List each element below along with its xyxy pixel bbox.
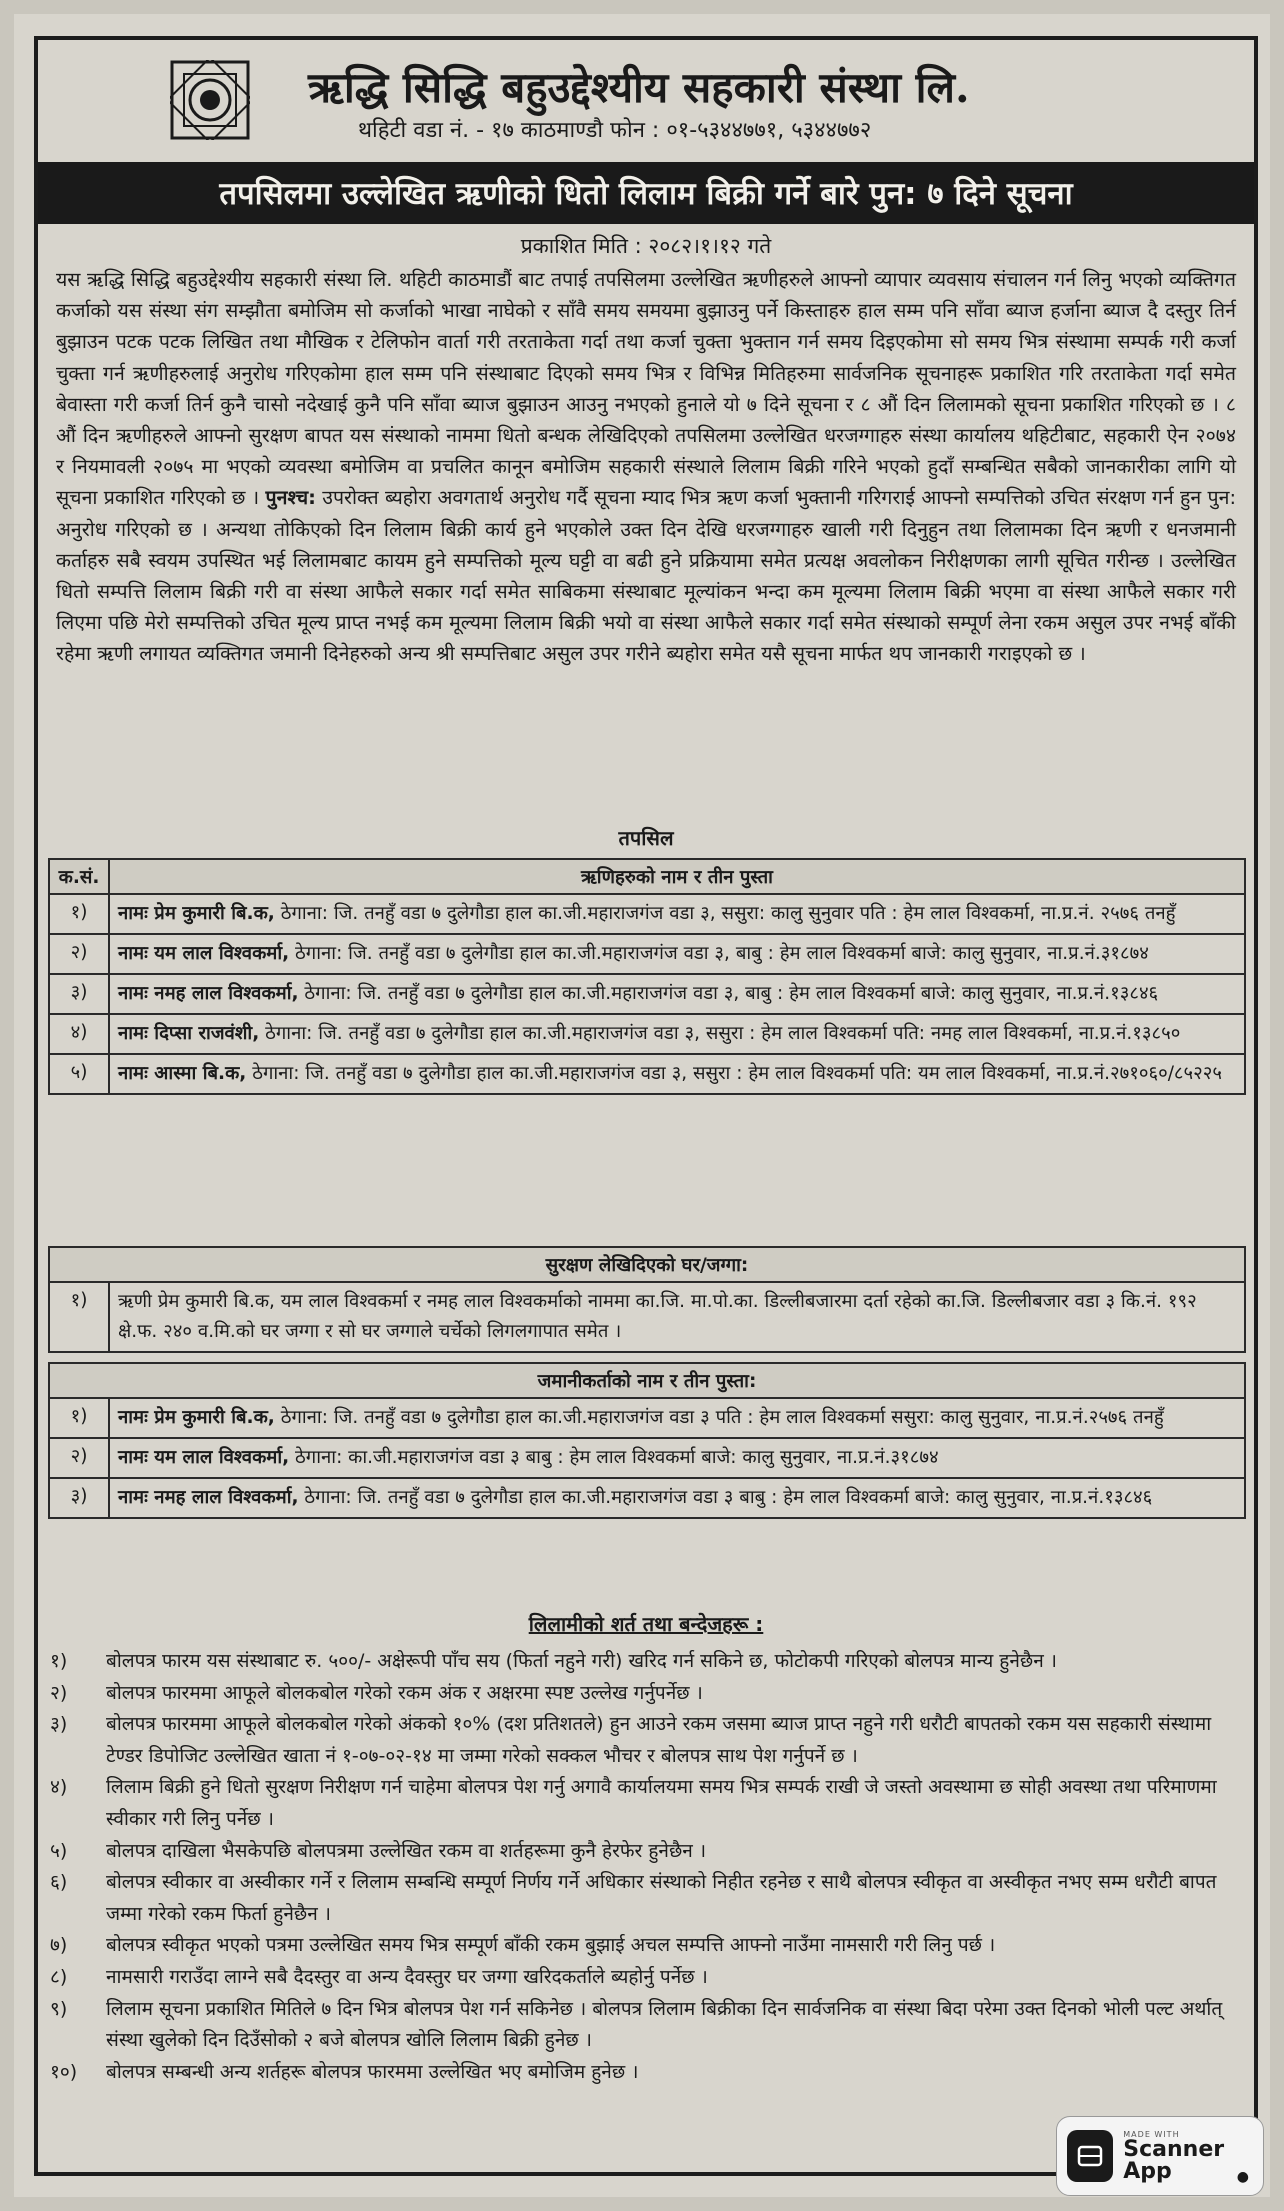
term-number: १) [50,1650,68,1672]
list-item [44,2057,1254,2089]
intro-text: यस ऋद्धि सिद्धि बहुउद्देश्यीय सहकारी संस्था लि. थहिटी काठमाडौं बाट तपाई तपसिलमा उल्लेखित ऋणीहरुले आफ्नो व्यापार व्यवसाय संचालन गर्न लिनु भएको व्यक्तिगत कर्जाको यस संस्था संग सम्झौता बमोजिम सो कर्जाको भाखा नाघेको र साँवै समय समयमा बुझाउनु पर्ने किस्ताहरु हाल सम्म पनि साँवा ब्याज हर्जाना ब्याज दै दस्तुर तिर्न बुझाउन पटक पटक लिखित तथा मौखिक र टेलिफोन वार्ता गरी तरताकेता गर्दा तथा कर्जा चुक्ता भुक्तान गर्न समय दिइएकोमा सो समय भित्र संस्थामा सम्पर्क गरी कर्जा चुक्ता गर्न ऋणीहरुलाई अनुरोध गरिएकोमा हाल सम्म पनि संस्थाबाट दिएको समय भित्र र विभिन्न मितिहरुमा सार्वजनिक सूचनाहरू प्रकाशित गरि तरताकेता गर्दा समेत बेवास्ता गरी कर्जा तिर्न कुनै चासो नदेखाई कुनै पनि साँवा ब्याज बुझाउन आउनु नभएको हुनाले यो ७ दिने सूचना र ८ औं दिन लिलामको सूचना प्रकाशित गरिएको छ । ८ औं दिन ऋणीहरुले आफ्नो सुरक्षण बापत यस संस्थाको नाममा धितो बन्धक लेखिदिएको तपसिलमा उल्लेखित धरजग्गाहरु संस्था कार्यालय थहिटीबाट, सहकारी ऐन २०७४ र नियमावली २०७५ मा भएको व्यवस्था बमोजिम वा प्रचलित कानून बमोजिम सहकारी संस्थाले लिलाम बिक्री गरिने भएको हुदाँ सम्बन्धित सबैको जानकारीका लागि यो सूचना प्रकाशित गरिएको छ । [56,268,1236,510]
row-number: १) [49,1398,109,1438]
list-item [44,1836,1254,1868]
borrower-name: नामः दिप्सा राजवंशी, [118,1023,260,1044]
list-item [44,1709,1254,1772]
list-item [44,1994,1254,2057]
borrower-details: ठेगाना: जि. तनहुँ वडा ७ दुलेगौडा हाल का.जी.महाराजगंज वडा ३, ससुरा: कालु सुनुवार पति : हेम लाल विश्वकर्मा, ना.प्र.नं. २५७६ तनहुँ [274,903,1176,924]
list-item [44,1646,1254,1678]
row-number: ३) [49,974,109,1014]
postscript-label: पुनश्च: [265,486,316,510]
table-row [49,1438,1245,1478]
borrower-details: ठेगाना: जि. तनहुँ वडा ७ दुलेगौडा हाल का.जी.महाराजगंज वडा ३, बाबु : हेम लाल विश्वकर्मा बाजे: कालु सुनुवार, ना.प्र.नं.३१८७४ [289,943,1149,964]
serial-number-header: क.सं. [49,859,109,894]
row-number: १) [49,1282,109,1352]
notice-frame [34,36,1258,2176]
term-text: बोलपत्र स्वीकृत भएको पत्रमा उल्लेखित समय भित्र सम्पूर्ण बाँकी रकम बुझाई अचल सम्पत्ति आफ्नो नाउँमा नामसारी गरी लिनु पर्छ । [106,1934,996,1957]
row-number: २) [49,934,109,974]
term-number: ४) [50,1776,68,1799]
term-number: ६) [50,1871,68,1894]
list-item [44,1962,1254,1994]
table-row [49,1398,1245,1438]
intro-paragraph [56,264,1236,670]
terms-heading: लिलामीको शर्त तथा बन्देजहरू : [528,1612,764,1636]
borrower-entry [109,934,1245,974]
borrower-entry [109,1054,1245,1094]
terms-list [44,1646,1254,2088]
table-row [49,1282,1245,1352]
guarantors-table [48,1362,1246,1519]
list-item [44,1772,1254,1835]
term-text: बोलपत्र दाखिला भैसकेपछि बोलपत्रमा उल्लेखित रकम वा शर्तहरूमा कुनै हेरफेर हुनेछैन । [106,1839,707,1862]
term-text: बोलपत्र फारममा आफूले बोलकबोल गरेको अंकको १०% (दश प्रतिशतले) हुन आउने रकम जसमा ब्याज प्राप्त नहुने गरी धरौटी बापतको रकम यस सहकारी संस्थामा टेण्डर डिपोजिट उल्लेखित खाता नं १-०७-०२-१४ मा जम्मा गरेको सक्कल भौचर र बोलपत्र साथ पेश गर्नुपर्ने छ । [106,1713,1212,1767]
watermark-caption: MADE WITH [1123,2129,1180,2139]
row-number: २) [49,1438,109,1478]
term-number: ९) [50,1997,68,2020]
borrower-name: नामः यम लाल विश्वकर्मा, [118,943,290,964]
guarantor-details: ठेगाना: का.जी.महाराजगंज वडा ३ बाबु : हेम लाल विश्वकर्मा बाजे: कालु सुनुवार, ना.प्र.नं.३१८७४ [289,1447,939,1468]
mandala-logo-icon [170,60,250,140]
watermark-title: Scanner App [1123,2136,1225,2184]
borrower-entry [109,1014,1245,1054]
row-number: ५) [49,1054,109,1094]
table-row [49,894,1245,934]
guarantor-name: नामः नमह लाल विश्वकर्मा, [118,1487,299,1508]
term-text: लिलाम सूचना प्रकाशित मितिले ७ दिन भित्र बोलपत्र पेश गर्न सकिनेछ । बोलपत्र लिलाम बिक्रीका दिन सार्वजनिक वा संस्था बिदा परेमा उक्त दिनको भोली पल्ट अर्थात् संस्था खुलेको दिन दिउँसोको २ बजे बोलपत्र खोलि लिलाम बिक्री हुनेछ । [106,1997,1223,2052]
organization-name: ऋद्धि सिद्धि बहुउद्देश्यीय सहकारी संस्था लि. [308,63,970,112]
row-number: ३) [49,1478,109,1518]
notice-header [38,40,1254,165]
term-number: ३) [50,1713,68,1736]
term-text: बोलपत्र फारम यस संस्थाबाट रु. ५००/- अक्षेरूपी पाँच सय (फिर्ता नहुने गरी) खरिद गर्न सकिने छ, फोटोकपी गरिएको बोलपत्र मान्य हुनेछैन । [106,1650,1058,1672]
guarantor-name: नामः प्रेम कुमारी बि.क, [118,1407,275,1428]
borrower-name: नामः प्रेम कुमारी बि.क, [118,903,275,924]
scanner-app-icon [1067,2130,1113,2182]
newspaper-clipping [14,14,1270,2197]
collateral-header: सुरक्षण लेखिदिएको घर/जग्गा: [49,1247,1245,1282]
term-number: ५) [50,1839,68,1862]
borrowers-table [48,858,1246,1095]
list-item [44,1867,1254,1930]
guarantor-details: ठेगाना: जि. तनहुँ वडा ७ दुलेगौडा हाल का.जी.महाराजगंज वडा ३ बाबु : हेम लाल विश्वकर्मा बाजे: कालु सुनुवार, ना.प्र.नं.१३८४६ [298,1487,1153,1508]
list-item [44,1678,1254,1710]
guarantor-entry [109,1398,1245,1438]
intro-text-continued: उपरोक्त ब्यहोरा अवगतार्थ अनुरोध गर्दै सूचना म्याद भित्र ऋण कर्जा भुक्तानी गरिगराई आफ्नो सम्पत्तिको उचित संरक्षण गर्न हुन पुन: अनुरोध गरिएको छ । अन्यथा तोकिएको दिन लिलाम बिक्री कार्य हुने भएकोले उक्त दिन देखि धरजग्गाहरु खाली गरी दिनुहुन तथा लिलामका दिन ऋणी र धनजमानी कर्ताहरु सबै स्वयम उपस्थित भई लिलामबाट कायम हुने सम्पत्तिको मूल्य घट्टी वा बढी हुने प्रक्रियामा समेत प्रत्यक्ष अवलोकन निरीक्षणका लागी सूचित गरीन्छ । उल्लेखित धितो सम्पत्ति लिलाम बिक्री गरी वा संस्था आफैले सकार गर्दा समेत साबिकमा संस्थाबाट मूल्यांकन भन्दा कम मूल्यमा लिलाम बिक्री भएमा वा संस्था आफैले सकार गरी लिएमा पछि मेरो सम्पत्तिको उचित मूल्य प्राप्त नभई कम मूल्यमा लिलाम बिक्री भयो वा संस्था आफैले सकार गर्दा समेत संस्थाको सम्पूर्ण लेना रकम असुल उपर नभई बाँकी रहेमा ऋणी लगायत व्यक्तिगत जमानी दिनेहरुको अन्य श्री सम्पत्तिबाट असुल उपर गरीने ब्यहोरा समेत यसै सूचना मार्फत थप जानकारी गराइएको छ । [56,486,1237,666]
term-number: १०) [50,2060,78,2083]
tapsil-heading: तपसिल [618,826,674,850]
term-text: बोलपत्र स्वीकार वा अस्वीकार गर्ने र लिलाम सम्बन्धि सम्पूर्ण निर्णय गर्ने अधिकार संस्थाको निहीत रहनेछ र साथै बोलपत्र स्वीकृत वा अस्वीकृत नभए सम्म धरौटी बापत जम्मा गरेको रकम फिर्ता हुनेछैन । [106,1871,1217,1925]
apple-logo-icon: ● [1236,2169,1249,2185]
collateral-details: ऋणी प्रेम कुमारी बि.क, यम लाल विश्वकर्मा र नमह लाल विश्वकर्माको नाममा का.जि. मा.पो.का. डिल्लीबजारमा दर्ता रहेको का.जि. डिल्लीबजार वडा ३ कि.नं. १९२ क्षे.फ. २४० व.मि.को घर जग्गा र सो घर जग्गाले चर्चेको लिगलगापात समेत । [109,1282,1245,1352]
borrower-details: ठेगाना: जि. तनहुँ वडा ७ दुलेगौडा हाल का.जी.महाराजगंज वडा ३, ससुरा : हेम लाल विश्वकर्मा पति: नमह लाल विश्वकर्मा, ना.प्र.नं.१३८५० [259,1023,1181,1044]
guarantor-entry [109,1438,1245,1478]
table-row [49,1054,1245,1094]
published-date: प्रकाशित मिति : २०८२।१।१२ गते [520,234,772,258]
list-item [44,1930,1254,1962]
collateral-table [48,1246,1246,1353]
term-number: ८) [50,1965,68,1988]
table-row [49,934,1245,974]
term-text: बोलपत्र सम्बन्धी अन्य शर्तहरू बोलपत्र फारममा उल्लेखित भए बमोजिम हुनेछ । [106,2060,639,2083]
borrower-entry [109,974,1245,1014]
borrower-details: ठेगाना: जि. तनहुँ वडा ७ दुलेगौडा हाल का.जी.महाराजगंज वडा ३, बाबु : हेम लाल विश्वकर्मा बाजे: कालु सुनुवार, ना.प्र.नं.१३८४६ [298,983,1159,1004]
term-text: लिलाम बिक्री हुने धितो सुरक्षण निरीक्षण गर्न चाहेमा बोलपत्र पेश गर्नु अगावै कार्यालयमा समय भित्र सम्पर्क राखी जे जस्तो अवस्थामा छ सोही अवस्था तथा परिमाणमा स्वीकार गरी लिनु पर्नेछ । [106,1776,1217,1830]
term-number: ७) [50,1934,68,1957]
table-row [49,1014,1245,1054]
borrower-name: नामः आस्मा बि.क, [118,1063,247,1084]
guarantor-details: ठेगाना: जि. तनहुँ वडा ७ दुलेगौडा हाल का.जी.महाराजगंज वडा ३ पति : हेम लाल विश्वकर्मा ससुरा: कालु सुनुवार, ना.प्र.नं.२५७६ तनहुँ [274,1407,1164,1428]
term-number: २) [50,1681,68,1704]
borrower-details: ठेगाना: जि. तनहुँ वडा ७ दुलेगौडा हाल का.जी.महाराजगंज वडा ३, ससुरा : हेम लाल विश्वकर्मा पति: यम लाल विश्वकर्मा, ना.प्र.नं.२७१०६०/८५२२५ [246,1063,1223,1084]
organization-address: थहिटी वडा नं. - १७ काठमाण्डौ फोन : ०१-५३४४७७१, ५३४४७७२ [358,118,872,143]
row-number: १) [49,894,109,934]
row-number: ४) [49,1014,109,1054]
table-row [49,974,1245,1014]
borrowers-header: ऋणिहरुको नाम र तीन पुस्ता [109,859,1245,894]
borrower-name: नामः नमह लाल विश्वकर्मा, [118,983,299,1004]
borrower-entry [109,894,1245,934]
guarantors-header: जमानीकर्ताको नाम र तीन पुस्ता: [49,1363,1245,1398]
guarantor-entry [109,1478,1245,1518]
table-row [49,1478,1245,1518]
term-text: बोलपत्र फारममा आफूले बोलकबोल गरेको रकम अंक र अक्षरमा स्पष्ट उल्लेख गर्नुपर्नेछ । [106,1681,703,1704]
guarantor-name: नामः यम लाल विश्वकर्मा, [118,1447,290,1468]
notice-banner: तपसिलमा उल्लेखित ऋणीको धितो लिलाम बिक्री गर्ने बारे पुन: ७ दिने सूचना [38,162,1254,224]
scanner-app-watermark [1056,2116,1264,2196]
term-text: नामसारी गराउँदा लाग्ने सबै दैदस्तुर वा अन्य दैवस्तुर घर जग्गा खरिदकर्ताले ब्यहोर्नु पर्नेछ । [106,1965,708,1988]
